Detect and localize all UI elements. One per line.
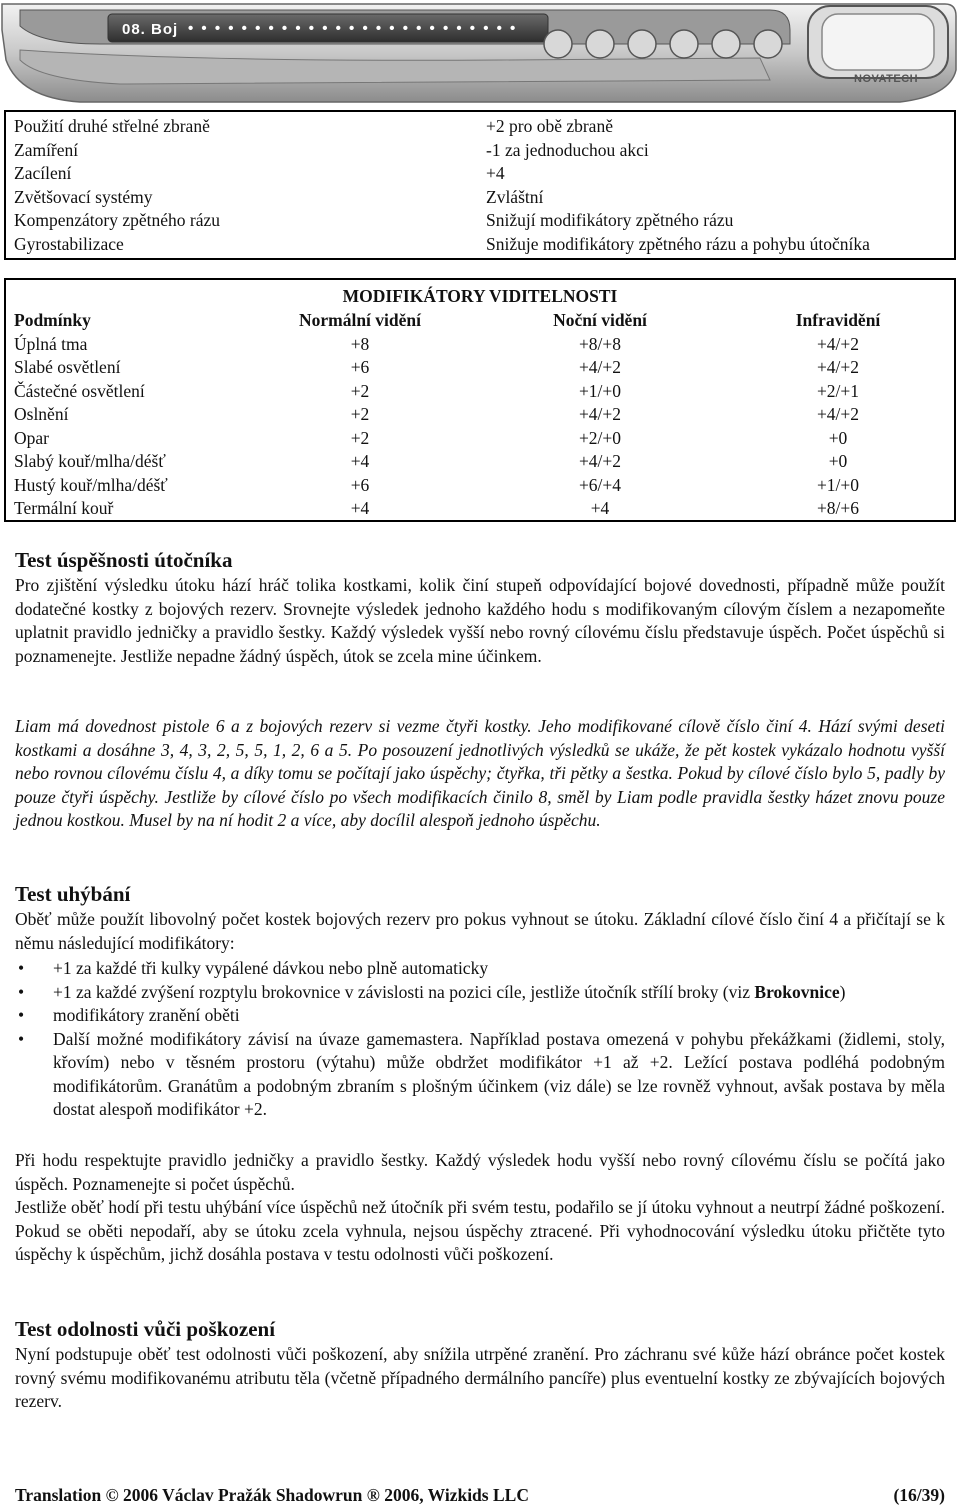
table-row	[6, 451, 954, 475]
modifier-value: Snižují modifikátory zpětného rázu	[486, 210, 734, 230]
table-title: MODIFIKÁTORY VIDITELNOSTI	[342, 286, 618, 306]
table-row	[14, 140, 954, 164]
table-cell: +0	[828, 427, 848, 448]
modifier-name: Zvětšovací systémy	[14, 186, 153, 207]
table-cell: Slabý kouř/mlha/déšť	[14, 451, 166, 471]
bullet-icon: •	[18, 1028, 25, 1049]
column-header: Infravidění	[795, 310, 881, 330]
modifier-value: Zvláštní	[486, 186, 544, 207]
table-cell: +1/+0	[816, 474, 860, 495]
table-cell: +4	[590, 498, 610, 518]
chapter-dots: • • • • • • • • • • • • • • • • • • • • • • • • •	[188, 20, 518, 37]
modifier-name: Kompenzátory zpětného rázu	[14, 210, 221, 230]
table-row	[14, 187, 954, 211]
list-item-text: +1 za každé zvýšení rozptylu brokovnice v závislosti na pozici cíle, jestliže útočník střílí broky (viz	[53, 981, 755, 1002]
table-row	[6, 428, 954, 452]
bullet-icon: •	[18, 1005, 25, 1025]
chapter-label: 08. Boj	[122, 21, 179, 38]
table-cell: +2	[350, 404, 370, 424]
table-row	[14, 116, 954, 140]
table-cell: Termální kouř	[14, 498, 114, 518]
list-item	[15, 957, 945, 981]
column-header: Normální vidění	[298, 310, 422, 330]
table-cell: Částečné osvětlení	[14, 380, 145, 401]
modifier-name: Gyrostabilizace	[14, 233, 124, 254]
damage-test-paragraph: Nyní podstupuje oběť test odolnosti vůči poškození, aby snížila utrpěné zranění. Pro záchranu své kůže hází obránce počet kostek rovný svému modifikovanému atributu těla (včetně případného dermálního pancíře) plus eventuelní kostky ze zbývajících bojových rezerv.	[15, 1344, 945, 1411]
table-cell: +4	[350, 498, 370, 518]
table-row	[6, 381, 954, 405]
modifier-name: Zacílení	[14, 163, 72, 183]
column-header: Noční vidění	[553, 310, 647, 330]
table-row	[6, 498, 954, 522]
modifier-name: Zamíření	[14, 139, 79, 160]
table-cell: +4/+2	[578, 357, 622, 377]
table-cell: +8	[350, 333, 370, 354]
attack-test-example: Liam má dovednost pistole 6 a z bojových rezerv si vezme čtyři kostky. Jeho modifikované cílově číslo činí 4. Hází svými deseti kostkami a dosáhne 3, 4, 3, 2, 5, 5, 1, 2, 6 a 5. Po posouzení jednotlivých výsledků se ukáže, že pět kostek vykázalo hodnotu vyšší nebo rovnou cílovému číslu 4, a díky tomu se počítají jako úspěchy; čtyřka, tři pětky a šestka. Pokud by cílové číslo bylo 5, padly by pouze čtyři úspěchy. Jestliže by cílové číslo po všech modifikacích činilo 8, směl by Liam podle pravidla šestky házet znovu pouze jednou kostkou. Musel by na ní hodit 2 a více, aby docílil alespoň jednoho úspěchu.	[15, 716, 945, 830]
dodge-modifier-list	[15, 957, 945, 1122]
list-item	[15, 981, 945, 1005]
table-row	[6, 404, 954, 428]
modifier-value: Snižuje modifikátory zpětného rázu a pohybu útočníka	[486, 233, 870, 254]
table-cell: +0	[828, 451, 848, 471]
table-cell: +4/+2	[816, 404, 860, 424]
table-header-row	[6, 310, 954, 334]
table-cell: +8/+8	[578, 333, 622, 354]
column-header: Podmínky	[14, 310, 91, 330]
dodge-test-intro: Oběť může použít libovolný počet kostek bojových rezerv pro pokus vyhnout se útoku. Základní cílové číslo činí 4 a přičítají se k němu následující modifikátory:	[15, 909, 945, 953]
modifier-value: +4	[486, 163, 505, 183]
brand-logo: NOVATECH	[854, 73, 919, 85]
table-row	[6, 334, 954, 358]
list-item-text: +1 za každé tři kulky vypálené dávkou nebo plně automaticky	[53, 958, 489, 978]
attack-test-paragraph: Pro zjištění výsledku útoku hází hráč tolika kostkami, kolik činí stupeň odpovídající bojové dovednosti, případně může použít dodatečné kostky z bojových rezerv. Srovnejte výsledek jednoho každého hodu s modifikovaným cílovým číslem a nezapomeňte uplatnit pravidlo jedničky a pravidlo šestky. Každý výsledek vyšší nebo rovný cílovému číslu představuje úspěch. Počet úspěchů si poznamenejte. Jestliže nepadne žádný úspěch, útok se zcela mine účinkem.	[15, 575, 945, 666]
table-cell: +2/+0	[578, 427, 622, 448]
visibility-table	[4, 278, 956, 522]
table-row	[14, 210, 954, 234]
table-cell: +6	[350, 357, 370, 377]
table-cell: Úplná tma	[14, 333, 88, 354]
modifier-value: +2 pro obě zbraně	[486, 116, 613, 136]
banner-graphic	[0, 0, 960, 108]
table-cell: Oslnění	[14, 404, 69, 424]
bullet-icon: •	[18, 981, 25, 1002]
list-item-text: modifikátory zranění oběti	[53, 1005, 240, 1025]
section-heading-attack-test: Test úspěšnosti útočníka	[15, 548, 233, 572]
section-heading-dodge-test: Test uhýbání	[15, 882, 131, 906]
dodge-test-paragraph-2: Jestliže oběť hodí při testu uhýbání více úspěchů než útočník při svém testu, podařilo se jí útoku vyhnout a neutrpí žádné poškození. Pokud se oběti nepodaří, aby se útoku zcela vyhnula, nejsou úspěchy ztracené. Při vyhodnocování výsledku útoku přičtěte tyto úspěchy k úspěchům, jichž dosáhla postava v testu odolnosti vůči poškození.	[15, 1197, 945, 1264]
list-item	[15, 1028, 945, 1122]
table-cell: +2/+1	[816, 380, 860, 401]
page-footer	[15, 1485, 945, 1506]
table-cell: +8/+6	[816, 498, 860, 518]
header-banner	[0, 0, 960, 108]
modifier-value: -1 za jednoduchou akci	[486, 139, 649, 160]
table-cell: +6	[350, 474, 370, 495]
table-cell: +1/+0	[578, 380, 622, 401]
table-row	[14, 234, 954, 258]
dodge-test-paragraph-1: Při hodu respektujte pravidlo jedničky a pravidlo šestky. Každý výsledek hodu vyšší nebo rovný cílovému číslu se počítá jako úspěch. Poznamenejte si počet úspěchů.	[15, 1150, 945, 1194]
list-item-text: Další možné modifikátory závisí na úvaze gamemastera. Například postava omezená v pohybu překážkami (židlemi, stoly, křovím) nebo v těsném prostoru (výtahu) může obdržet modifikátor +1 až +2. Ležící postava podléhá podobným modifikátorům. Granátům a podobným zbraním s plošným účinkem (viz dále) se lze rovněž vyhnout, avšak postava by měla dostat alespoň modifikátor +2.	[53, 1028, 945, 1119]
list-item	[15, 1004, 945, 1028]
table-cell: +4/+2	[578, 451, 622, 471]
footer-copyright: Translation © 2006 Václav Pražák Shadowrun ® 2006, Wizkids LLC	[15, 1485, 529, 1505]
table-cell: +4/+2	[578, 404, 622, 424]
cross-reference: Brokovnice	[754, 981, 840, 1002]
modifier-name: Použití druhé střelné zbraně	[14, 116, 210, 136]
table-cell: +2	[350, 427, 370, 448]
table-cell: +4/+2	[816, 357, 860, 377]
list-item-text-end: )	[839, 981, 846, 1002]
table-cell: +6/+4	[578, 474, 622, 495]
table-cell: +2	[350, 380, 370, 401]
table-cell: Hustý kouř/mlha/déšť	[14, 474, 168, 495]
table-cell: +4	[350, 451, 370, 471]
bullet-icon: •	[18, 958, 25, 978]
table-cell: Slabé osvětlení	[14, 357, 121, 377]
table-row	[14, 163, 954, 187]
section-heading-damage-test: Test odolnosti vůči poškození	[15, 1317, 276, 1341]
table-cell: +4/+2	[816, 333, 860, 354]
table-cell: Opar	[14, 427, 49, 448]
table-row	[6, 475, 954, 499]
weapon-modifiers-table	[4, 110, 956, 260]
table-row	[6, 357, 954, 381]
page-number: (16/39)	[893, 1485, 945, 1505]
